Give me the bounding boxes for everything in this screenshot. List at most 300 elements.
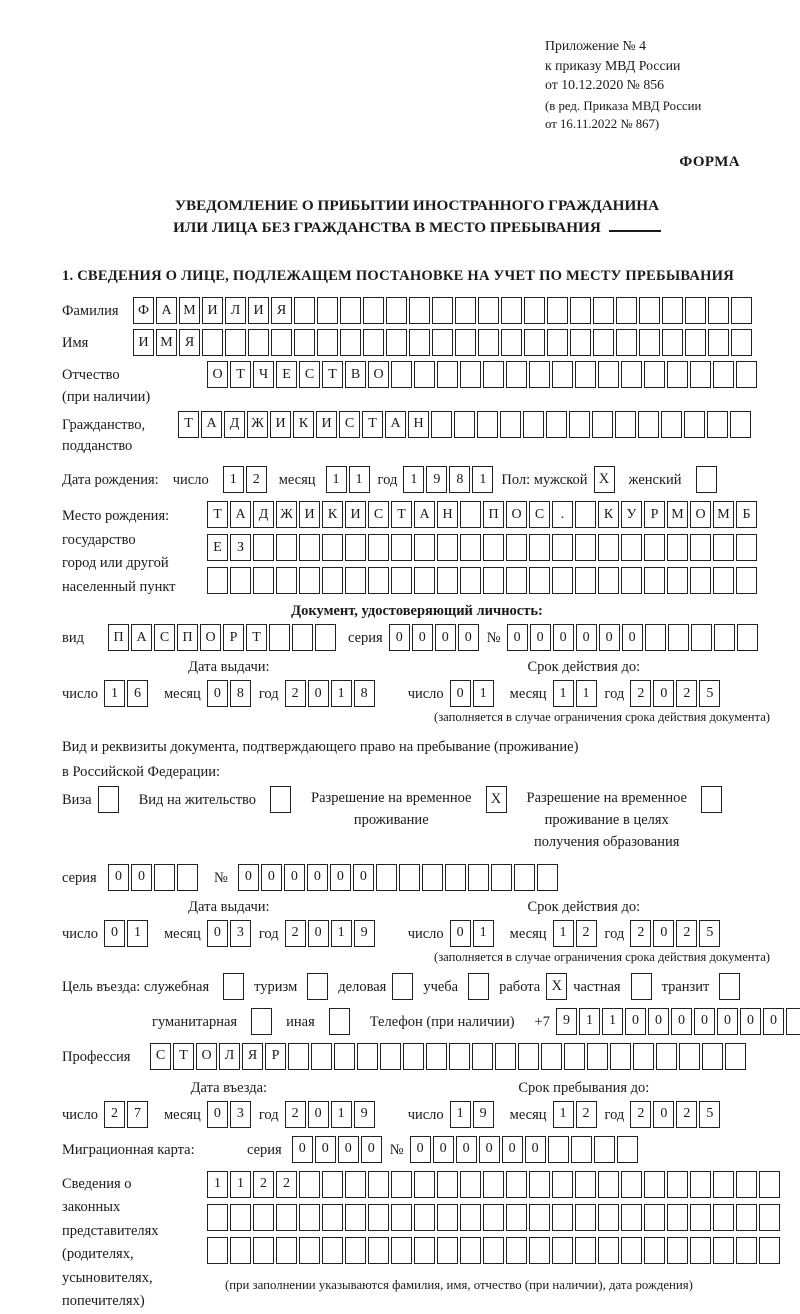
char-cell[interactable]: 7 xyxy=(127,1101,148,1128)
char-cell[interactable] xyxy=(276,1237,297,1264)
char-cell[interactable] xyxy=(276,1204,297,1231)
char-cell[interactable] xyxy=(368,534,389,561)
char-cell[interactable] xyxy=(431,411,452,438)
char-cell[interactable]: 1 xyxy=(331,920,352,947)
char-cell[interactable] xyxy=(737,624,758,651)
char-cell[interactable]: 2 xyxy=(676,680,697,707)
char-cell[interactable]: И xyxy=(345,501,366,528)
char-cell[interactable] xyxy=(315,624,336,651)
residence-permit-checkbox[interactable] xyxy=(270,786,291,813)
char-cell[interactable]: 5 xyxy=(699,920,720,947)
char-cell[interactable]: 0 xyxy=(389,624,410,651)
char-cell[interactable] xyxy=(759,1237,780,1264)
char-cell[interactable]: 1 xyxy=(553,1101,574,1128)
char-cell[interactable]: 0 xyxy=(104,920,125,947)
sex-female-checkbox[interactable] xyxy=(696,466,717,493)
char-cell[interactable]: 2 xyxy=(276,1171,297,1198)
char-cell[interactable]: 0 xyxy=(653,1101,674,1128)
char-cell[interactable] xyxy=(207,567,228,594)
char-cell[interactable]: 8 xyxy=(449,466,470,493)
char-cell[interactable] xyxy=(501,297,522,324)
char-cell[interactable] xyxy=(426,1043,447,1070)
char-cell[interactable] xyxy=(345,1171,366,1198)
char-cell[interactable] xyxy=(506,534,527,561)
char-cell[interactable] xyxy=(575,1237,596,1264)
char-cell[interactable]: 0 xyxy=(671,1008,692,1035)
char-cell[interactable]: 5 xyxy=(699,1101,720,1128)
char-cell[interactable]: 2 xyxy=(576,920,597,947)
char-cell[interactable] xyxy=(460,1171,481,1198)
char-cell[interactable] xyxy=(477,411,498,438)
char-cell[interactable]: Б xyxy=(736,501,757,528)
char-cell[interactable] xyxy=(713,1237,734,1264)
char-cell[interactable]: 2 xyxy=(253,1171,274,1198)
char-cell[interactable]: 2 xyxy=(285,920,306,947)
char-cell[interactable]: Д xyxy=(253,501,274,528)
char-cell[interactable]: 1 xyxy=(349,466,370,493)
char-cell[interactable] xyxy=(667,567,688,594)
char-cell[interactable] xyxy=(621,361,642,388)
char-cell[interactable]: 0 xyxy=(456,1136,477,1163)
char-cell[interactable]: 0 xyxy=(292,1136,313,1163)
char-cell[interactable] xyxy=(617,1136,638,1163)
char-cell[interactable] xyxy=(564,1043,585,1070)
char-cell[interactable] xyxy=(668,624,689,651)
char-cell[interactable] xyxy=(714,624,735,651)
char-cell[interactable] xyxy=(317,297,338,324)
char-cell[interactable]: Д xyxy=(224,411,245,438)
char-cell[interactable] xyxy=(529,361,550,388)
char-cell[interactable] xyxy=(708,297,729,324)
char-cell[interactable] xyxy=(460,1237,481,1264)
char-cell[interactable] xyxy=(667,1171,688,1198)
char-cell[interactable] xyxy=(253,1237,274,1264)
char-cell[interactable]: 0 xyxy=(307,864,328,891)
char-cell[interactable] xyxy=(592,411,613,438)
char-cell[interactable] xyxy=(299,1237,320,1264)
char-cell[interactable]: 0 xyxy=(308,1101,329,1128)
char-cell[interactable] xyxy=(529,1237,550,1264)
char-cell[interactable] xyxy=(529,534,550,561)
char-cell[interactable] xyxy=(368,567,389,594)
char-cell[interactable]: И xyxy=(202,297,223,324)
char-cell[interactable]: 0 xyxy=(315,1136,336,1163)
char-cell[interactable]: 0 xyxy=(433,1136,454,1163)
char-cell[interactable] xyxy=(662,297,683,324)
char-cell[interactable]: Т xyxy=(178,411,199,438)
char-cell[interactable]: 2 xyxy=(630,680,651,707)
char-cell[interactable] xyxy=(269,624,290,651)
char-cell[interactable] xyxy=(230,567,251,594)
char-cell[interactable] xyxy=(690,1237,711,1264)
char-cell[interactable] xyxy=(422,864,443,891)
char-cell[interactable] xyxy=(386,297,407,324)
char-cell[interactable]: О xyxy=(368,361,389,388)
char-cell[interactable] xyxy=(345,1204,366,1231)
char-cell[interactable]: 0 xyxy=(361,1136,382,1163)
char-cell[interactable] xyxy=(299,567,320,594)
char-cell[interactable]: 0 xyxy=(108,864,129,891)
char-cell[interactable] xyxy=(399,864,420,891)
char-cell[interactable] xyxy=(391,1171,412,1198)
char-cell[interactable] xyxy=(524,329,545,356)
char-cell[interactable] xyxy=(322,1171,343,1198)
char-cell[interactable] xyxy=(529,567,550,594)
char-cell[interactable]: 1 xyxy=(579,1008,600,1035)
char-cell[interactable] xyxy=(552,1171,573,1198)
char-cell[interactable]: 2 xyxy=(630,920,651,947)
char-cell[interactable] xyxy=(483,361,504,388)
char-cell[interactable] xyxy=(616,297,637,324)
char-cell[interactable] xyxy=(598,1237,619,1264)
char-cell[interactable]: 0 xyxy=(653,920,674,947)
char-cell[interactable]: Т xyxy=(207,501,228,528)
char-cell[interactable] xyxy=(248,329,269,356)
char-cell[interactable]: 0 xyxy=(740,1008,761,1035)
char-cell[interactable] xyxy=(548,1136,569,1163)
char-cell[interactable]: Ф xyxy=(133,297,154,324)
char-cell[interactable] xyxy=(690,567,711,594)
char-cell[interactable] xyxy=(514,864,535,891)
char-cell[interactable] xyxy=(736,361,757,388)
purpose-official-checkbox[interactable] xyxy=(223,973,244,1000)
char-cell[interactable] xyxy=(575,361,596,388)
char-cell[interactable] xyxy=(593,297,614,324)
char-cell[interactable] xyxy=(759,1204,780,1231)
char-cell[interactable] xyxy=(690,534,711,561)
char-cell[interactable] xyxy=(483,534,504,561)
char-cell[interactable]: 2 xyxy=(676,1101,697,1128)
char-cell[interactable] xyxy=(368,1237,389,1264)
char-cell[interactable] xyxy=(638,411,659,438)
char-cell[interactable] xyxy=(731,329,752,356)
char-cell[interactable]: 1 xyxy=(602,1008,623,1035)
char-cell[interactable] xyxy=(460,567,481,594)
char-cell[interactable] xyxy=(468,864,489,891)
char-cell[interactable] xyxy=(506,1171,527,1198)
char-cell[interactable] xyxy=(445,864,466,891)
char-cell[interactable] xyxy=(437,361,458,388)
char-cell[interactable]: А xyxy=(414,501,435,528)
char-cell[interactable] xyxy=(575,1171,596,1198)
char-cell[interactable] xyxy=(523,411,544,438)
char-cell[interactable] xyxy=(368,1171,389,1198)
char-cell[interactable] xyxy=(570,329,591,356)
char-cell[interactable]: С xyxy=(529,501,550,528)
char-cell[interactable] xyxy=(702,1043,723,1070)
char-cell[interactable] xyxy=(357,1043,378,1070)
char-cell[interactable] xyxy=(345,534,366,561)
char-cell[interactable]: Ч xyxy=(253,361,274,388)
char-cell[interactable] xyxy=(736,1171,757,1198)
char-cell[interactable] xyxy=(460,534,481,561)
char-cell[interactable]: 0 xyxy=(530,624,551,651)
char-cell[interactable]: 8 xyxy=(230,680,251,707)
char-cell[interactable] xyxy=(529,1204,550,1231)
char-cell[interactable]: 0 xyxy=(622,624,643,651)
char-cell[interactable]: С xyxy=(368,501,389,528)
char-cell[interactable]: Л xyxy=(225,297,246,324)
char-cell[interactable] xyxy=(345,1237,366,1264)
char-cell[interactable]: 0 xyxy=(207,920,228,947)
char-cell[interactable]: 1 xyxy=(223,466,244,493)
char-cell[interactable] xyxy=(644,534,665,561)
char-cell[interactable] xyxy=(455,297,476,324)
char-cell[interactable] xyxy=(414,1171,435,1198)
char-cell[interactable]: 2 xyxy=(676,920,697,947)
char-cell[interactable]: А xyxy=(156,297,177,324)
char-cell[interactable]: 0 xyxy=(576,624,597,651)
char-cell[interactable] xyxy=(409,329,430,356)
char-cell[interactable]: С xyxy=(154,624,175,651)
char-cell[interactable]: 0 xyxy=(308,920,329,947)
char-cell[interactable]: 1 xyxy=(553,920,574,947)
char-cell[interactable]: Н xyxy=(408,411,429,438)
char-cell[interactable] xyxy=(569,411,590,438)
char-cell[interactable]: 0 xyxy=(261,864,282,891)
char-cell[interactable] xyxy=(621,534,642,561)
char-cell[interactable]: А xyxy=(131,624,152,651)
char-cell[interactable]: И xyxy=(133,329,154,356)
char-cell[interactable]: С xyxy=(299,361,320,388)
char-cell[interactable] xyxy=(552,361,573,388)
char-cell[interactable] xyxy=(460,501,481,528)
char-cell[interactable] xyxy=(598,567,619,594)
char-cell[interactable] xyxy=(690,1204,711,1231)
char-cell[interactable] xyxy=(437,534,458,561)
char-cell[interactable]: 8 xyxy=(354,680,375,707)
char-cell[interactable]: 9 xyxy=(354,1101,375,1128)
char-cell[interactable] xyxy=(667,534,688,561)
char-cell[interactable] xyxy=(598,534,619,561)
char-cell[interactable] xyxy=(455,329,476,356)
char-cell[interactable] xyxy=(552,567,573,594)
char-cell[interactable]: К xyxy=(293,411,314,438)
char-cell[interactable]: М xyxy=(179,297,200,324)
char-cell[interactable] xyxy=(294,297,315,324)
char-cell[interactable] xyxy=(292,624,313,651)
char-cell[interactable] xyxy=(276,534,297,561)
char-cell[interactable]: 0 xyxy=(625,1008,646,1035)
char-cell[interactable]: 2 xyxy=(104,1101,125,1128)
char-cell[interactable] xyxy=(363,329,384,356)
char-cell[interactable] xyxy=(207,1237,228,1264)
char-cell[interactable] xyxy=(691,624,712,651)
char-cell[interactable]: 0 xyxy=(207,1101,228,1128)
char-cell[interactable] xyxy=(202,329,223,356)
char-cell[interactable] xyxy=(552,534,573,561)
char-cell[interactable] xyxy=(667,1237,688,1264)
char-cell[interactable] xyxy=(311,1043,332,1070)
char-cell[interactable] xyxy=(713,1171,734,1198)
char-cell[interactable] xyxy=(759,1171,780,1198)
char-cell[interactable] xyxy=(177,864,198,891)
char-cell[interactable]: 0 xyxy=(410,1136,431,1163)
char-cell[interactable] xyxy=(616,329,637,356)
char-cell[interactable]: Е xyxy=(276,361,297,388)
char-cell[interactable] xyxy=(656,1043,677,1070)
char-cell[interactable]: 1 xyxy=(576,680,597,707)
char-cell[interactable] xyxy=(437,1237,458,1264)
char-cell[interactable] xyxy=(414,1237,435,1264)
char-cell[interactable]: Т xyxy=(173,1043,194,1070)
char-cell[interactable] xyxy=(483,1237,504,1264)
char-cell[interactable]: Ж xyxy=(247,411,268,438)
char-cell[interactable] xyxy=(403,1043,424,1070)
char-cell[interactable]: 0 xyxy=(308,680,329,707)
char-cell[interactable] xyxy=(322,1204,343,1231)
char-cell[interactable]: Т xyxy=(362,411,383,438)
char-cell[interactable]: П xyxy=(483,501,504,528)
char-cell[interactable] xyxy=(500,411,521,438)
char-cell[interactable] xyxy=(483,1171,504,1198)
char-cell[interactable]: 0 xyxy=(450,680,471,707)
char-cell[interactable] xyxy=(541,1043,562,1070)
char-cell[interactable] xyxy=(225,329,246,356)
char-cell[interactable]: О xyxy=(207,361,228,388)
char-cell[interactable]: 0 xyxy=(525,1136,546,1163)
char-cell[interactable]: 1 xyxy=(207,1171,228,1198)
char-cell[interactable] xyxy=(391,361,412,388)
char-cell[interactable] xyxy=(575,534,596,561)
char-cell[interactable] xyxy=(621,1237,642,1264)
char-cell[interactable] xyxy=(708,329,729,356)
char-cell[interactable]: 1 xyxy=(230,1171,251,1198)
char-cell[interactable]: Р xyxy=(644,501,665,528)
char-cell[interactable]: 2 xyxy=(246,466,267,493)
purpose-work-checkbox[interactable]: X xyxy=(546,973,567,1000)
char-cell[interactable] xyxy=(679,1043,700,1070)
char-cell[interactable]: М xyxy=(156,329,177,356)
char-cell[interactable] xyxy=(621,1171,642,1198)
char-cell[interactable]: 0 xyxy=(648,1008,669,1035)
char-cell[interactable]: 0 xyxy=(330,864,351,891)
char-cell[interactable] xyxy=(547,297,568,324)
char-cell[interactable] xyxy=(368,1204,389,1231)
char-cell[interactable] xyxy=(506,1237,527,1264)
char-cell[interactable] xyxy=(552,1204,573,1231)
char-cell[interactable] xyxy=(547,329,568,356)
char-cell[interactable] xyxy=(725,1043,746,1070)
char-cell[interactable]: 2 xyxy=(576,1101,597,1128)
char-cell[interactable] xyxy=(460,1204,481,1231)
char-cell[interactable] xyxy=(317,329,338,356)
purpose-study-checkbox[interactable] xyxy=(468,973,489,1000)
char-cell[interactable]: Т xyxy=(322,361,343,388)
char-cell[interactable]: . xyxy=(552,501,573,528)
purpose-business-checkbox[interactable] xyxy=(392,973,413,1000)
char-cell[interactable] xyxy=(340,329,361,356)
char-cell[interactable] xyxy=(736,1204,757,1231)
purpose-transit-checkbox[interactable] xyxy=(719,973,740,1000)
char-cell[interactable]: Н xyxy=(437,501,458,528)
char-cell[interactable]: 0 xyxy=(338,1136,359,1163)
char-cell[interactable] xyxy=(253,567,274,594)
char-cell[interactable] xyxy=(409,297,430,324)
char-cell[interactable] xyxy=(621,567,642,594)
char-cell[interactable]: О xyxy=(196,1043,217,1070)
char-cell[interactable]: 0 xyxy=(717,1008,738,1035)
char-cell[interactable] xyxy=(518,1043,539,1070)
char-cell[interactable]: 0 xyxy=(553,624,574,651)
char-cell[interactable] xyxy=(478,297,499,324)
sex-male-checkbox[interactable]: X xyxy=(594,466,615,493)
char-cell[interactable]: С xyxy=(150,1043,171,1070)
visa-checkbox[interactable] xyxy=(98,786,119,813)
char-cell[interactable] xyxy=(495,1043,516,1070)
char-cell[interactable] xyxy=(253,1204,274,1231)
char-cell[interactable] xyxy=(731,297,752,324)
char-cell[interactable] xyxy=(437,1204,458,1231)
char-cell[interactable] xyxy=(483,567,504,594)
char-cell[interactable] xyxy=(230,1237,251,1264)
char-cell[interactable]: 1 xyxy=(553,680,574,707)
char-cell[interactable]: 1 xyxy=(403,466,424,493)
char-cell[interactable] xyxy=(253,534,274,561)
char-cell[interactable] xyxy=(340,297,361,324)
char-cell[interactable] xyxy=(414,1204,435,1231)
char-cell[interactable] xyxy=(587,1043,608,1070)
char-cell[interactable] xyxy=(713,1204,734,1231)
char-cell[interactable] xyxy=(546,411,567,438)
temp-residence-checkbox[interactable]: X xyxy=(486,786,507,813)
char-cell[interactable] xyxy=(432,329,453,356)
char-cell[interactable] xyxy=(386,329,407,356)
purpose-humanitarian-checkbox[interactable] xyxy=(251,1008,272,1035)
char-cell[interactable] xyxy=(593,329,614,356)
char-cell[interactable]: 2 xyxy=(285,1101,306,1128)
char-cell[interactable]: 1 xyxy=(127,920,148,947)
char-cell[interactable]: Я xyxy=(179,329,200,356)
char-cell[interactable] xyxy=(299,1171,320,1198)
char-cell[interactable] xyxy=(713,567,734,594)
char-cell[interactable]: 3 xyxy=(230,1101,251,1128)
char-cell[interactable]: 9 xyxy=(556,1008,577,1035)
char-cell[interactable]: 1 xyxy=(473,920,494,947)
char-cell[interactable]: Ж xyxy=(276,501,297,528)
char-cell[interactable]: В xyxy=(345,361,366,388)
char-cell[interactable] xyxy=(322,534,343,561)
char-cell[interactable] xyxy=(271,329,292,356)
char-cell[interactable]: О xyxy=(200,624,221,651)
char-cell[interactable] xyxy=(524,297,545,324)
char-cell[interactable]: У xyxy=(621,501,642,528)
char-cell[interactable]: 0 xyxy=(653,680,674,707)
char-cell[interactable] xyxy=(376,864,397,891)
char-cell[interactable]: Л xyxy=(219,1043,240,1070)
char-cell[interactable]: Р xyxy=(223,624,244,651)
char-cell[interactable] xyxy=(736,567,757,594)
char-cell[interactable]: 0 xyxy=(502,1136,523,1163)
char-cell[interactable] xyxy=(449,1043,470,1070)
char-cell[interactable]: О xyxy=(506,501,527,528)
char-cell[interactable] xyxy=(276,567,297,594)
char-cell[interactable] xyxy=(570,297,591,324)
char-cell[interactable]: М xyxy=(713,501,734,528)
char-cell[interactable]: 0 xyxy=(353,864,374,891)
char-cell[interactable] xyxy=(571,1136,592,1163)
char-cell[interactable] xyxy=(363,297,384,324)
char-cell[interactable]: 9 xyxy=(473,1101,494,1128)
purpose-other-checkbox[interactable] xyxy=(329,1008,350,1035)
char-cell[interactable] xyxy=(506,567,527,594)
char-cell[interactable] xyxy=(598,1204,619,1231)
char-cell[interactable] xyxy=(391,567,412,594)
char-cell[interactable]: О xyxy=(690,501,711,528)
purpose-tourism-checkbox[interactable] xyxy=(307,973,328,1000)
char-cell[interactable] xyxy=(644,1204,665,1231)
char-cell[interactable] xyxy=(645,624,666,651)
